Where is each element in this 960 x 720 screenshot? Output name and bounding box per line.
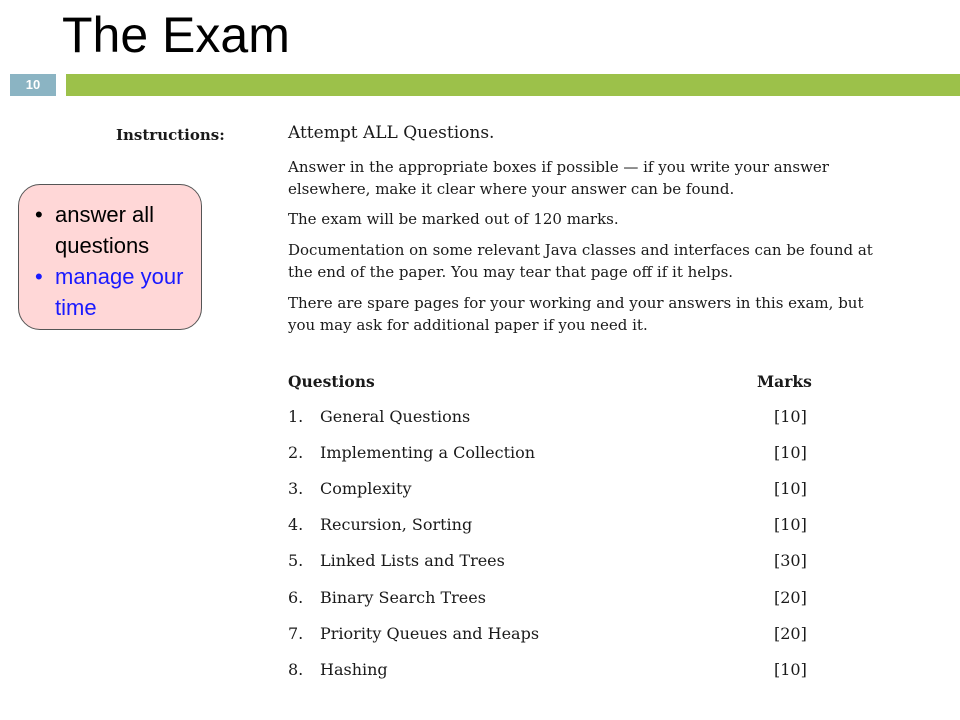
instructions-label: Instructions: — [116, 126, 225, 144]
question-name: Recursion, Sorting — [320, 515, 473, 534]
question-row — [288, 477, 808, 501]
question-number: 1. — [288, 407, 304, 426]
question-row — [288, 586, 808, 610]
question-marks: [10] — [774, 443, 807, 462]
question-number: 5. — [288, 551, 304, 570]
question-row — [288, 513, 808, 537]
slide-title: The Exam — [62, 7, 290, 63]
question-marks: [10] — [774, 479, 807, 498]
question-number: 4. — [288, 515, 304, 534]
callout-item-answer-all — [33, 199, 191, 261]
callout-box — [18, 184, 202, 330]
question-marks: [20] — [774, 624, 807, 643]
question-row — [288, 622, 808, 646]
question-marks: [30] — [774, 551, 807, 570]
instruction-paragraph: There are spare pages for your working and your answers in this exam, but you may ask for additional paper if you need it. — [288, 294, 864, 334]
question-row — [288, 658, 808, 682]
question-name: Implementing a Collection — [320, 443, 536, 462]
question-marks: [20] — [774, 588, 807, 607]
question-marks: [10] — [774, 660, 807, 679]
question-number: 2. — [288, 443, 304, 462]
callout-item-text: answer all questions — [55, 202, 155, 258]
instruction-paragraph: Answer in the appropriate boxes if possible — if you write your answer elsewhere, make it clear where your answer can be found. — [288, 158, 829, 198]
question-number: 8. — [288, 660, 304, 679]
question-name: General Questions — [320, 407, 471, 426]
question-marks: [10] — [774, 515, 807, 534]
callout-item-manage-time — [33, 261, 191, 323]
question-name: Hashing — [320, 660, 388, 679]
question-number: 7. — [288, 624, 304, 643]
questions-header: Questions — [288, 372, 375, 391]
question-row — [288, 441, 808, 465]
question-name: Complexity — [320, 479, 412, 498]
instruction-paragraph: The exam will be marked out of 120 marks. — [288, 210, 619, 228]
instruction-paragraph: Attempt ALL Questions. — [288, 123, 495, 143]
question-row — [288, 549, 808, 573]
question-name: Binary Search Trees — [320, 588, 486, 607]
question-number: 3. — [288, 479, 304, 498]
callout-item-text: manage your time — [55, 264, 184, 320]
question-name: Priority Queues and Heaps — [320, 624, 540, 643]
bullet-icon: • — [35, 264, 43, 289]
marks-header: Marks — [757, 372, 812, 391]
title-accent-bar — [66, 74, 960, 96]
callout-list — [33, 199, 191, 323]
question-number: 6. — [288, 588, 304, 607]
slide-number: 10 — [10, 74, 56, 96]
question-name: Linked Lists and Trees — [320, 551, 505, 570]
bullet-icon: • — [35, 202, 43, 227]
instruction-paragraph: Documentation on some relevant Java classes and interfaces can be found at the end of the paper. You may tear that page off if it helps. — [288, 241, 873, 281]
question-marks: [10] — [774, 407, 807, 426]
question-row — [288, 405, 808, 429]
